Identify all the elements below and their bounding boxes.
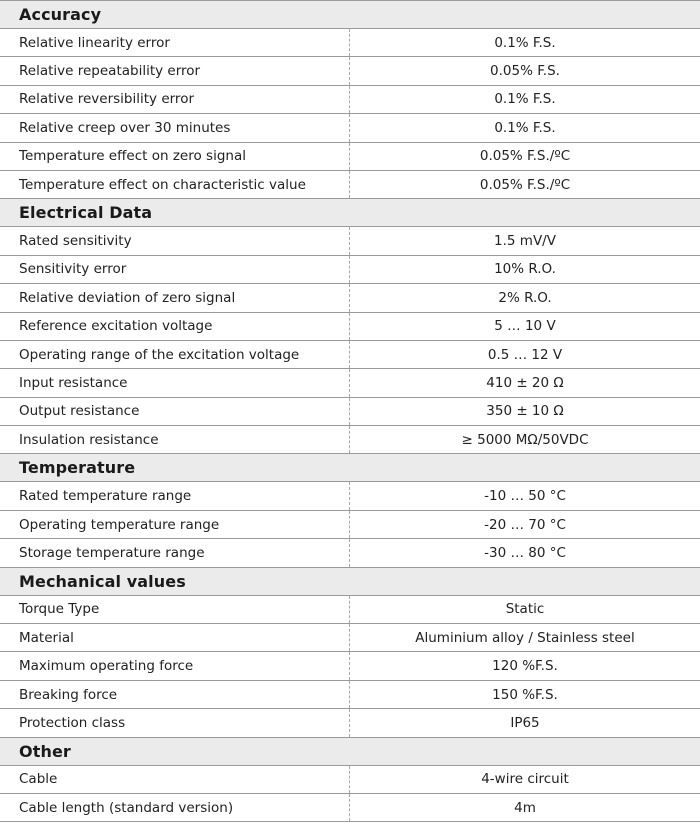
spec-label: Operating range of the excitation voltage <box>0 341 350 368</box>
spec-label: Rated temperature range <box>0 482 350 509</box>
spec-value: -30 … 80 °C <box>484 544 566 561</box>
spec-value: 4-wire circuit <box>481 771 569 788</box>
spec-value: 350 ± 10 Ω <box>486 403 564 420</box>
spec-value: 0.1% F.S. <box>494 119 556 136</box>
spec-row <box>0 369 700 397</box>
section-header <box>0 199 700 227</box>
spec-value: 1.5 mV/V <box>494 233 556 250</box>
section-header <box>0 454 700 482</box>
spec-label: Output resistance <box>0 398 350 425</box>
spec-value: 2% R.O. <box>498 289 552 306</box>
spec-row <box>0 256 700 284</box>
spec-row <box>0 86 700 114</box>
spec-row <box>0 143 700 171</box>
spec-value: 0.05% F.S./ºC <box>479 148 571 165</box>
spec-label: Relative creep over 30 minutes <box>0 114 350 141</box>
spec-row <box>0 681 700 709</box>
spec-label: Rated sensitivity <box>0 227 350 254</box>
spec-label: Storage temperature range <box>0 539 350 566</box>
spec-row <box>0 794 700 822</box>
spec-value: 0.05% F.S. <box>490 63 560 80</box>
spec-value: 0.1% F.S. <box>494 34 556 51</box>
spec-label: Reference excitation voltage <box>0 313 350 340</box>
spec-label: Relative deviation of zero signal <box>0 284 350 311</box>
spec-label: Relative linearity error <box>0 29 350 56</box>
spec-row <box>0 313 700 341</box>
spec-row <box>0 114 700 142</box>
spec-row <box>0 482 700 510</box>
spec-value: ≥ 5000 MΩ/50VDC <box>461 431 589 448</box>
spec-value: Aluminium alloy / Stainless steel <box>415 629 635 646</box>
spec-label: Relative repeatability error <box>0 57 350 84</box>
spec-label: Temperature effect on characteristic value <box>0 171 350 198</box>
spec-value: 5 … 10 V <box>494 318 556 335</box>
section-header <box>0 738 700 766</box>
spec-label: Maximum operating force <box>0 652 350 679</box>
spec-row <box>0 766 700 794</box>
spec-value: 150 %F.S. <box>492 686 558 703</box>
spec-label: Protection class <box>0 709 350 736</box>
spec-row <box>0 171 700 199</box>
section-title: Electrical Data <box>19 203 153 223</box>
spec-label: Input resistance <box>0 369 350 396</box>
section-title: Accuracy <box>19 5 102 24</box>
spec-label: Breaking force <box>0 681 350 708</box>
spec-row <box>0 539 700 567</box>
spec-value: 10% R.O. <box>494 261 556 278</box>
spec-label: Cable length (standard version) <box>0 794 350 821</box>
spec-label: Torque Type <box>0 596 350 623</box>
spec-row <box>0 652 700 680</box>
spec-row <box>0 596 700 624</box>
section-title: Other <box>19 741 71 761</box>
spec-value: -20 … 70 °C <box>484 516 566 533</box>
section-header <box>0 1 700 29</box>
spec-value: 410 ± 20 Ω <box>486 374 564 391</box>
spec-label: Relative reversibility error <box>0 86 350 113</box>
spec-label: Sensitivity error <box>0 256 350 283</box>
section-title: Temperature <box>19 458 136 478</box>
spec-row <box>0 341 700 369</box>
spec-row <box>0 284 700 312</box>
section-title: Mechanical values <box>19 571 186 591</box>
spec-value: 0.5 … 12 V <box>487 346 563 363</box>
spec-value: 0.05% F.S./ºC <box>479 176 571 193</box>
spec-row <box>0 57 700 85</box>
spec-label: Operating temperature range <box>0 511 350 538</box>
spec-label: Temperature effect on zero signal <box>0 143 350 170</box>
spec-value: IP65 <box>510 714 540 731</box>
spec-row <box>0 426 700 454</box>
spec-value: 4m <box>514 799 536 816</box>
spec-value: 0.1% F.S. <box>494 91 556 108</box>
spec-row <box>0 29 700 57</box>
spec-value: 120 %F.S. <box>492 658 558 675</box>
spec-row <box>0 709 700 737</box>
spec-value: Static <box>505 601 545 618</box>
spec-label: Material <box>0 624 350 651</box>
spec-row <box>0 624 700 652</box>
spec-value: -10 … 50 °C <box>484 488 566 505</box>
spec-row <box>0 398 700 426</box>
spec-row <box>0 227 700 255</box>
spec-label: Cable <box>0 766 350 793</box>
spec-label: Insulation resistance <box>0 426 350 453</box>
spec-row <box>0 511 700 539</box>
section-header <box>0 568 700 596</box>
